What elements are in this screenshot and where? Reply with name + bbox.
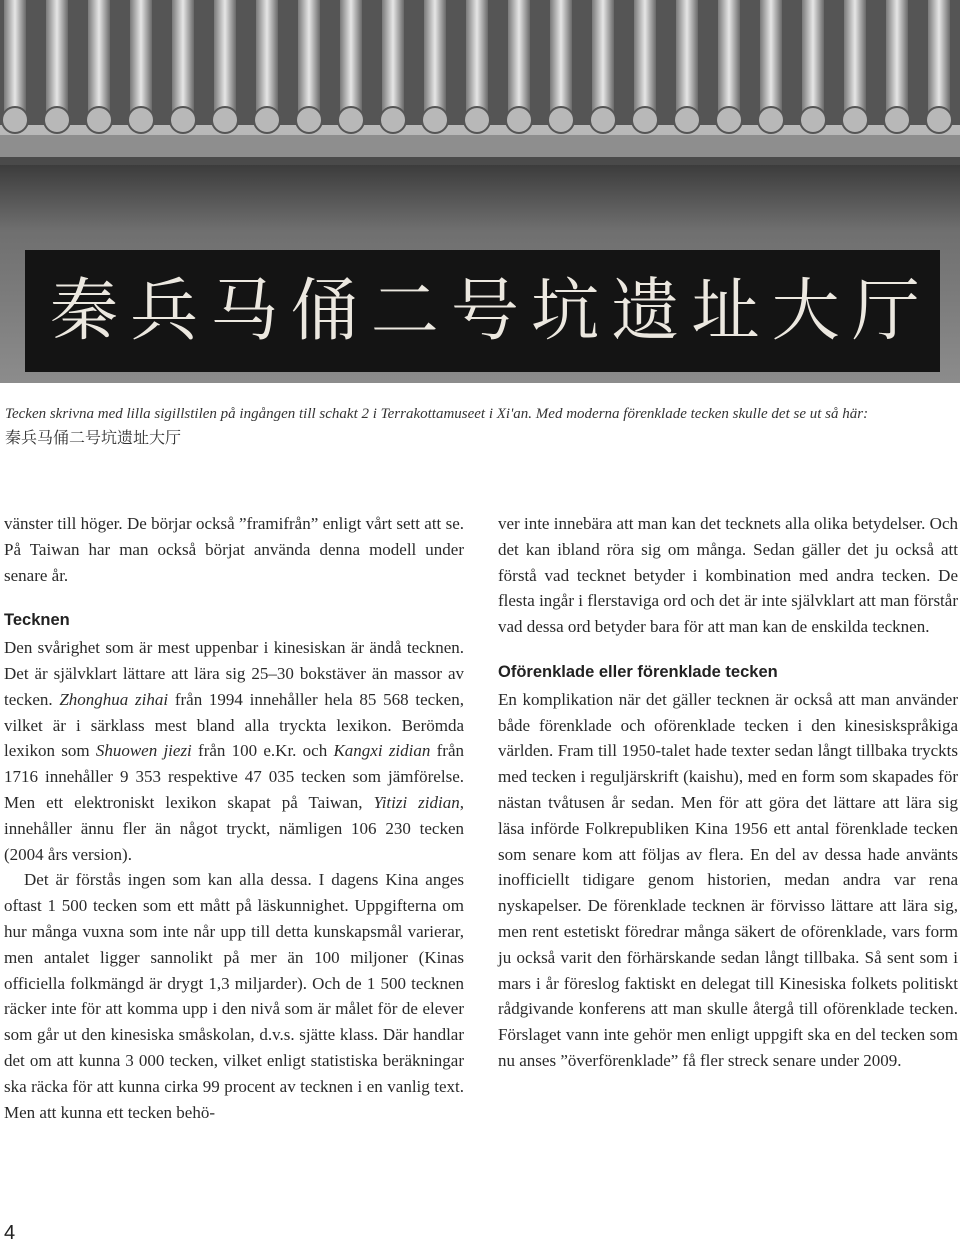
sign-char: 大	[771, 272, 840, 351]
caption-chinese: 秦兵马俑二号坑遗址大厅	[5, 428, 182, 447]
header-photo	[0, 0, 960, 383]
right-column	[498, 511, 958, 1074]
sign-char: 马	[210, 272, 279, 351]
sign-char: 二	[370, 272, 439, 351]
caption-text: Tecken skrivna med lilla sigillstilen på ingången till schakt 2 i Terrakottamuseet i Xi'an. Med moderna förenklade tecken skulle det se ut så här:	[5, 406, 869, 422]
section-heading: Tecknen	[4, 611, 70, 630]
sign-char: 遗	[611, 272, 680, 351]
sign-char: 俑	[290, 272, 359, 351]
book-title: Shuowen jiezi	[95, 741, 192, 761]
book-title: Kangxi zidian	[333, 741, 431, 761]
paragraph: vänster till höger. De börjar också ”framifrån” enligt vårt sett att se. På Taiwan har man också börjat använda denna modell under senare år.	[4, 514, 464, 585]
sign-char: 秦	[49, 272, 118, 351]
paragraph: Det är förstås ingen som kan alla dessa. I dagens Kina anges oftast 1 500 tecken som ett mått på läskunnighet. Uppgifterna om hur många vuxna som inte når upp till detta kunskapsmål varierar, men antalet ligger sannolikt på mer än 100 miljoner (Kinas officiella folkmängd är drygt 1,3 miljarder). Och de 1 500 tecknen räcker inte för att komma upp i den nivå som är målet för de elever som går ut den kinesiska småskolan, d.v.s. sjätte klass. Där handlar det om att kunna 3 000 tecken, vilket enligt statistiska beräkningar ska räcka för att kunna cirka 99 procent av tecknen i en vanlig text. Men att kunna ett tecken behö-	[4, 870, 464, 1122]
section-heading: Oförenklade eller förenklade tecken	[498, 662, 778, 681]
text-run: från 1716 innehåller 9 353 respektive 47 035 tecken som jämförelse. Men ett elektroniskt lexikon skapat på Taiwan,	[4, 741, 465, 812]
sign-char: 兵	[130, 272, 199, 351]
sign-char: 号	[450, 272, 519, 351]
sign-char: 厅	[851, 272, 920, 351]
text-run: från 1994 innehåller hela 85 568 tecken, vilket är i särklass mest bland alla tryckta lexikon. Berömda lexikon som	[4, 689, 464, 761]
paragraph: En komplikation när det gäller tecknen är också att man använder både förenklade och oförenklade tecken i den kinesiskspråkiga världen. Fram till 1950-talet hade texter sedan långt tillbaka tryckts med tecken i reguljärskrift (kaishu), med en form som skapades för nästan tvåtusen år sedan. Men för att göra det lättare att lära sig läsa införde Folkrepubliken Kina 1956 ett antal förenklade tecken som senare kom att följas av flera. En del av dessa hade använts inofficiellt tidigare genom historien, medan andra var rena nyskapelser. De förenklade tecknen är förvisso lättare att lära sig, men rent estetiskt föredrar många säkert de oförenklade, vars form ju också varit den förhärskande sedan långt tillbaka. Så sent som i mars i år föreslog faktiskt en delegat till Kinesiska folkets politiskt rådgivande konferens att man skulle återgå till oförenklade tecken. Förslaget vann inte gehör men enligt uppgift ska en del tecken som nu anses ”överförenklade” få fler streck senare under 2009.	[498, 689, 958, 1070]
sign-inscription	[45, 262, 925, 362]
left-column	[4, 511, 464, 1125]
book-title: Yitizi zidian	[373, 792, 460, 812]
paragraph	[4, 635, 464, 867]
photo-caption	[5, 403, 955, 449]
text-run: från 100 e.Kr. och	[191, 741, 334, 761]
paragraph: ver inte innebära att man kan det tecknets alla olika betydelser. Och det kan ibland röra sig om många. Sedan gäller det ju också att förstå vad tecknet betyder i kombination med andra tecken. De flesta ingår i flerstaviga ord och det är inte självklart att man förstår vad dessa ord betyder bara för att man kan de enskilda tecknen.	[498, 514, 958, 637]
text-run: , innehåller ännu fler än något tryckt, nämligen 106 230 tecken (2004 års version).	[4, 792, 464, 864]
book-title: Zhonghua zihai	[59, 689, 169, 709]
text-run: Den svårighet som är mest uppenbar i kinesiskan är ändå tecknen. Det är självklart lättare att lära sig 25–30 bokstäver än massor av tecken.	[4, 638, 464, 709]
sign-char: 坑	[531, 272, 600, 351]
sign-char: 址	[691, 272, 760, 351]
page-number: 4	[4, 1222, 16, 1244]
